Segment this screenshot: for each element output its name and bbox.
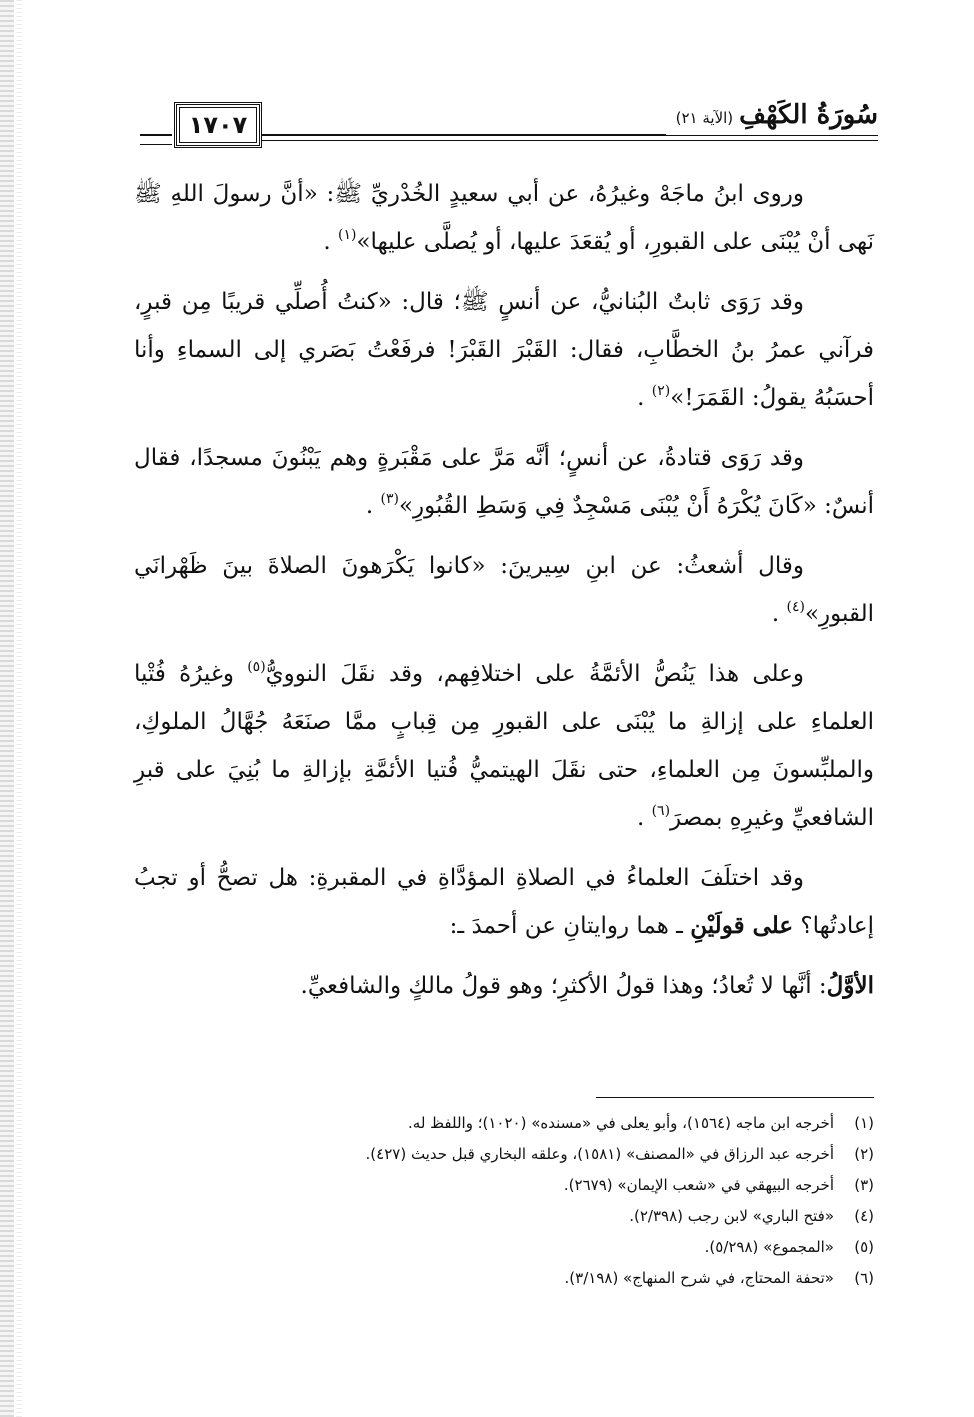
paragraph-tail: . xyxy=(323,229,331,255)
surah-title xyxy=(666,98,878,135)
surah-name: سُورَةُ الكَهْفِ xyxy=(739,100,878,130)
footnote-item xyxy=(134,1232,874,1263)
footnote-number: (١) xyxy=(854,1114,874,1132)
footnote-number: (٣) xyxy=(854,1176,874,1194)
paragraph-text: : أنَّها لا تُعادُ؛ وهذا قولُ الأكثرِ؛ وهو قولُ مالكٍ والشافعيِّ. xyxy=(300,973,827,999)
paragraph-tail: . xyxy=(771,601,780,627)
footnote-item xyxy=(134,1263,874,1294)
bold-phrase: على قولَيْنِ xyxy=(690,912,794,939)
bold-heading: الأوَّلُ xyxy=(826,972,874,999)
paragraph-text: وقال أشعثُ: عن ابنِ سِيرينَ: «كانوا يَكْرَهونَ الصلاةَ بينَ ظَهْرانَي القبورِ» xyxy=(134,553,874,627)
footnote-ref: (١) xyxy=(338,227,357,243)
paragraph-1 xyxy=(134,170,874,266)
footnote-item xyxy=(134,1108,874,1139)
footnote-text: أخرجه ابن ماجه (١٥٦٤)، وأبو يعلى في «مسنده» (١٠٢٠)؛ واللفظ له. xyxy=(408,1114,834,1132)
page-number: ١٧٠٧ xyxy=(188,111,248,139)
paragraph-text: وقد رَوَى ثابتٌ البُنانيُّ، عن أنسٍ ﷺ؛ قال: «كنتُ أُصلِّي قريبًا مِن قبرٍ، فرآني عمرُ بنُ الخطَّابِ، فقال: القَبْرَ القَبْرَ! فرفَعْتُ بَصَري إلى السماءِ وأنا أحسَبُهُ يقولُ: القَمَرَ!» xyxy=(134,289,874,411)
footnote-ref: (٥) xyxy=(247,659,266,675)
page-number-box xyxy=(174,102,262,148)
paragraph-2 xyxy=(134,278,874,422)
header-rule-left xyxy=(140,134,172,145)
footnote-ref: (٦) xyxy=(651,803,671,819)
footnote-number: (٥) xyxy=(854,1238,874,1256)
footnote-item xyxy=(134,1201,874,1232)
footnote-ref: (٢) xyxy=(651,383,671,399)
footnote-number: (٢) xyxy=(854,1145,874,1163)
footnote-text: «فتح الباري» لابن رجب (٢/٣٩٨). xyxy=(629,1207,834,1225)
footnote-divider xyxy=(596,1097,874,1098)
header-rule-bottom xyxy=(260,140,878,141)
paragraph-4 xyxy=(134,542,874,638)
paragraph-text: وقد رَوَى قتادةُ، عن أنسٍ؛ أنَّه مَرَّ على مَقْبَرةٍ وهم يَبْنُونَ مسجدًا، فقال أنسٌ: «كَانَ يُكْرَهُ أَنْ يُبْنَى مَسْجِدٌ فِي وَسَطِ القُبُورِ» xyxy=(134,445,874,519)
footnote-number: (٤) xyxy=(854,1207,874,1225)
footnote-text: أخرجه البيهقي في «شعب الإيمان» (٢٦٧٩). xyxy=(563,1176,834,1194)
paragraph-tail: . xyxy=(637,385,645,411)
scan-edge xyxy=(0,0,14,1417)
paragraph-tail: . xyxy=(636,805,645,831)
main-text xyxy=(134,170,874,1022)
paragraph-text-cont: ـ هما روايتانِ عن أحمدَ ـ: xyxy=(449,913,691,939)
paragraph-6 xyxy=(134,854,874,950)
footnote-text: «المجموع» (٥/٢٩٨). xyxy=(704,1238,834,1256)
paragraph-text-cont: وغيرُهُ فُتْيا العلماءِ على إزالةِ ما يُبْنَى على القبورِ مِن قِبابٍ ممَّا صنَعَهُ جُهَّالُ الملوكِ، والملبِّسونَ مِن العلماءِ، حتى نقَلَ الهيتميُّ فُتيا الأئمَّةِ بإزالةِ ما بُنِيَ على قبرِ الشافعيِّ وغيرِهِ بمصرَ xyxy=(134,661,874,831)
paragraph-tail: . xyxy=(365,493,374,519)
scan-edge-inner xyxy=(16,0,22,1417)
footnote-text: أخرجه عبد الرزاق في «المصنف» (١٥٨١)، وعلقه البخاري قبل حديث (٤٢٧). xyxy=(365,1145,834,1163)
paragraph-text: وقد اختلَفَ العلماءُ في الصلاةِ المؤدَّاةِ في المقبرةِ: هل تصحُّ أو تجبُ إعادتُها؟ xyxy=(134,865,874,939)
page-header xyxy=(140,98,878,150)
footnote-item xyxy=(134,1139,874,1170)
footnote-ref: (٤) xyxy=(786,599,805,615)
paragraph-text: وعلى هذا يَنُصُّ الأئمَّةُ على اختلافِهم، وقد نقَلَ النوويُّ xyxy=(265,661,804,687)
footnote-item xyxy=(134,1170,874,1201)
ayah-reference: (الآية ٢١) xyxy=(675,109,734,127)
footnote-number: (٦) xyxy=(854,1269,874,1287)
paragraph-5 xyxy=(134,650,874,842)
paragraph-text: وروى ابنُ ماجَهْ وغيرُهُ، عن أبي سعيدٍ الخُدْريِّ ﷺ: «أنَّ رسولَ اللهِ ﷺ نَهى أنْ يُبْنَى على القبورِ، أو يُقعَدَ عليها، أو يُصلَّى عليها» xyxy=(134,181,874,255)
footnote-ref: (٣) xyxy=(380,491,399,507)
footnote-text: «تحفة المحتاج، في شرح المنهاج» (٣/١٩٨). xyxy=(564,1269,834,1287)
paragraph-3 xyxy=(134,434,874,530)
footnotes xyxy=(134,1108,874,1294)
paragraph-7 xyxy=(134,962,874,1010)
